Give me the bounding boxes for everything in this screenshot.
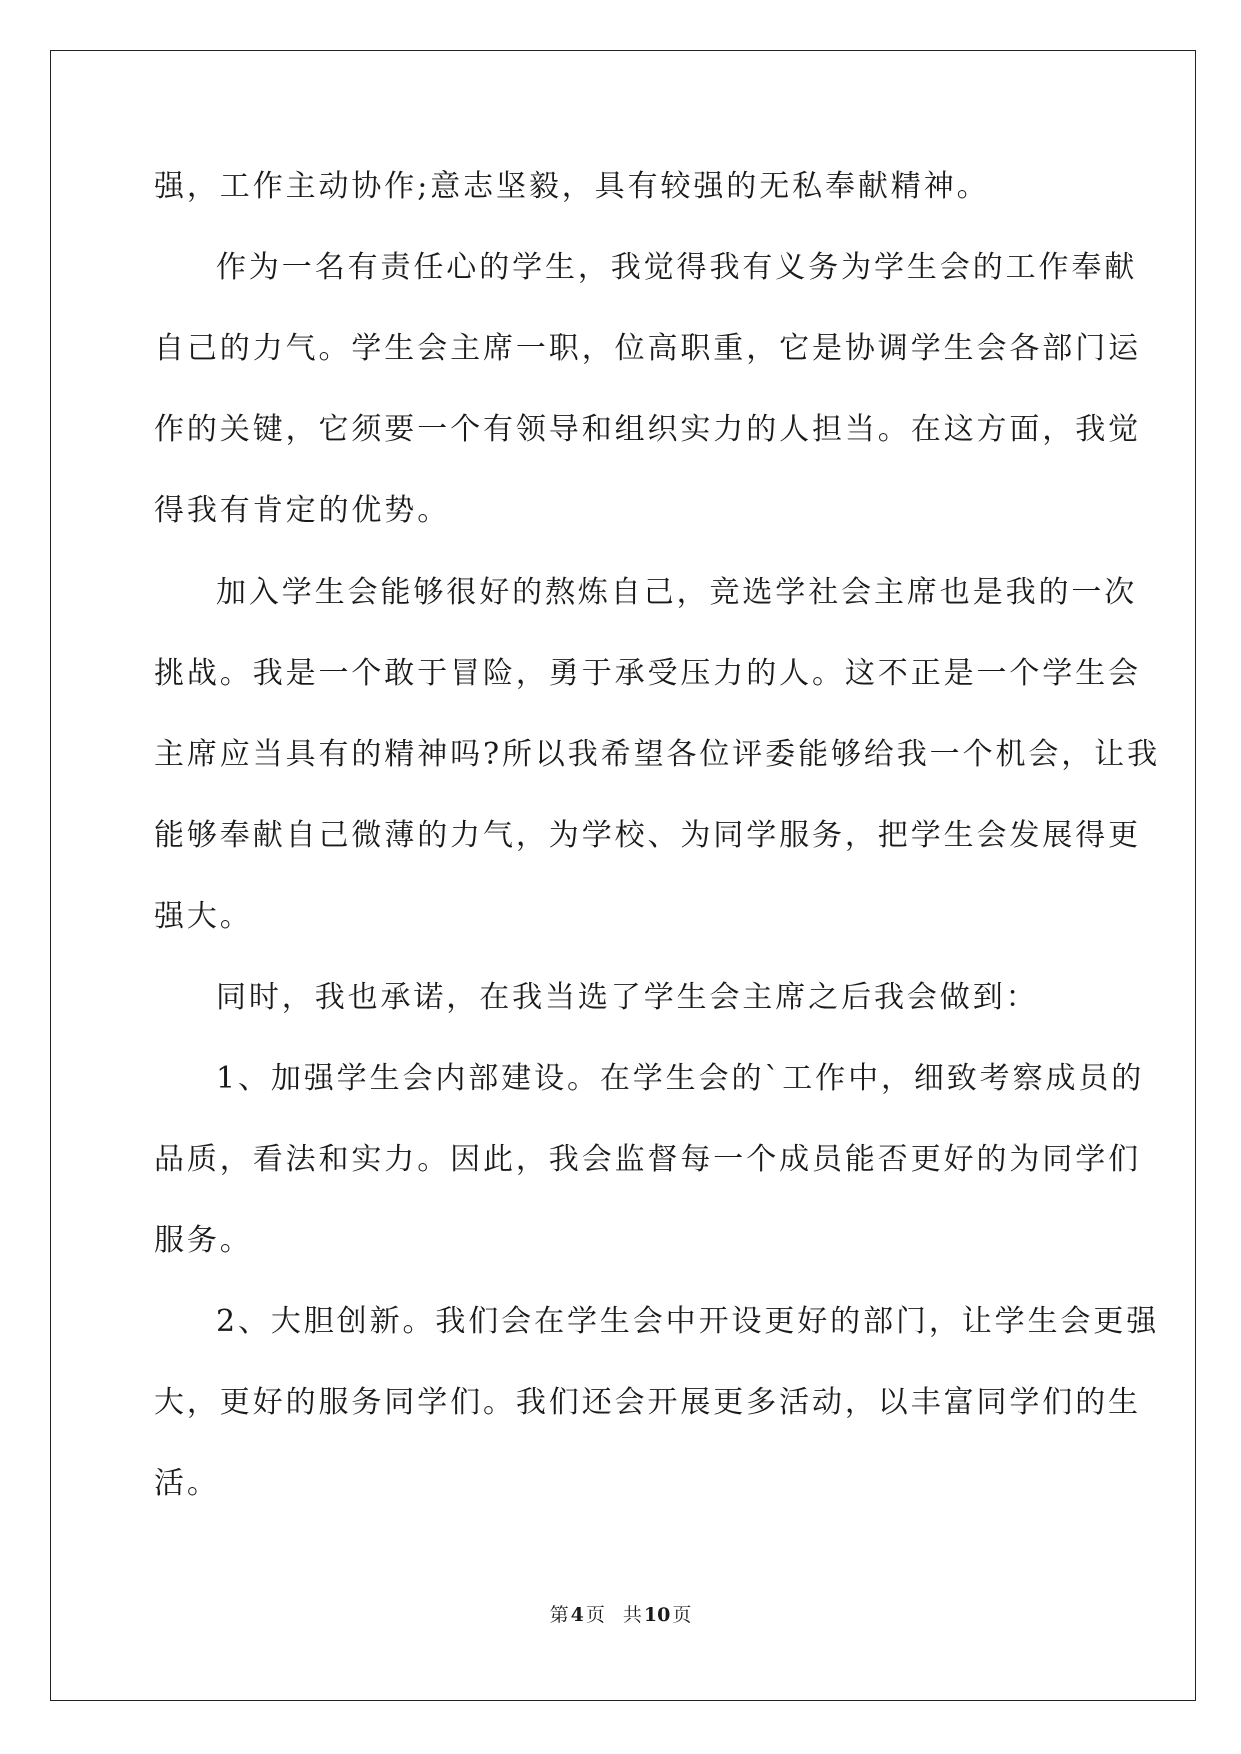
- total-prefix: 共: [622, 1604, 642, 1626]
- text-line: 得我有肯定的优势。: [154, 493, 451, 528]
- text-line: 1、加强学生会内部建设。在学生会的`工作中，细致考察成员的: [216, 1061, 1145, 1096]
- total-suffix: 页: [672, 1604, 692, 1626]
- text-line: 大，更好的服务同学们。我们还会开展更多活动，以丰富同学们的生: [154, 1385, 1141, 1420]
- text-line: 作的关键，它须要一个有领导和组织实力的人担当。在这方面，我觉: [154, 412, 1141, 447]
- text-line: 强大。: [154, 899, 253, 934]
- text-line: 自己的力气。学生会主席一职，位高职重，它是协调学生会各部门运: [154, 331, 1141, 366]
- page-suffix: 页: [585, 1604, 605, 1626]
- text-line: 能够奉献自己微薄的力气，为学校、为同学服务，把学生会发展得更: [154, 818, 1141, 853]
- text-line: 挑战。我是一个敢于冒险，勇于承受压力的人。这不正是一个学生会: [154, 656, 1141, 691]
- page-prefix: 第: [549, 1604, 569, 1626]
- page-border: [50, 50, 1196, 1701]
- text-line: 加入学生会能够很好的熬炼自己，竞选学社会主席也是我的一次: [216, 575, 1138, 610]
- text-line: 2、大胆创新。我们会在学生会中开设更好的部门，让学生会更强: [216, 1304, 1160, 1339]
- text-line: 品质，看法和实力。因此，我会监督每一个成员能否更好的为同学们: [154, 1142, 1141, 1177]
- text-line: 服务。: [154, 1223, 253, 1258]
- page-footer: [0, 1603, 1241, 1627]
- total-page-count: 10: [643, 1604, 671, 1626]
- text-line: 活。: [154, 1466, 220, 1501]
- text-line: 强，工作主动协作;意志坚毅，具有较强的无私奉献精神。: [154, 169, 990, 204]
- text-line: 同时，我也承诺，在我当选了学生会主席之后我会做到：: [216, 980, 1039, 1015]
- current-page-number: 4: [570, 1604, 584, 1626]
- text-line: 主席应当具有的精神吗?所以我希望各位评委能够给我一个机会，让我: [154, 737, 1160, 772]
- text-line: 作为一名有责任心的学生，我觉得我有义务为学生会的工作奉献: [216, 250, 1138, 285]
